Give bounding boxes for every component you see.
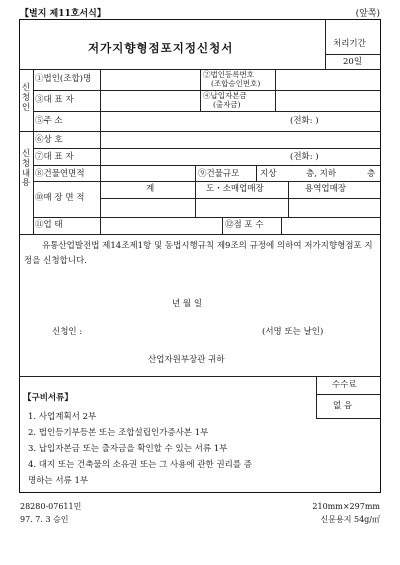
document-item: 2. 법인등기부등본 또는 조합설립인가증사본 1부	[28, 428, 209, 438]
floor-area-divider	[195, 165, 196, 181]
fee-box-divider	[316, 376, 317, 418]
page-side-label: (앞쪽)	[355, 9, 380, 19]
processing-divider	[325, 19, 326, 69]
applicant-section-bottom	[19, 131, 381, 132]
wholesale-retail-label: 도・소매업매장	[206, 184, 264, 194]
form-code: 28280-07611민	[20, 502, 82, 511]
floors-below-label: 층, 지하	[306, 169, 337, 179]
trade-name-label: ⑥상 호	[35, 135, 63, 145]
document-item: 1. 사업계획서 2부	[28, 412, 97, 422]
reg-no-sub-label: (조합승인번호)	[211, 79, 261, 88]
content-section-divider	[33, 131, 34, 234]
content-row2-line	[33, 165, 381, 166]
paper-type: 신문용지 54g/㎡	[320, 515, 380, 524]
building-scale-label: ⑨건물규모	[198, 169, 240, 179]
paper-size: 210mm×297mm	[312, 502, 380, 511]
applicant-section-divider	[33, 69, 34, 131]
content-section-label: 신 청 내 용	[21, 149, 31, 189]
document-item: 명하는 서류 1부	[28, 476, 89, 486]
content-label-divider	[100, 131, 101, 234]
floors-above-label: 지상	[260, 169, 277, 179]
floor-area-label: ⑧건물연면적	[35, 169, 85, 179]
capital-label: ④납입자본금	[203, 91, 247, 100]
documents-heading: 【구비서류】	[23, 393, 73, 403]
business-type-label: ⑪업 태	[35, 220, 63, 230]
capital-sub-label: (출자금)	[213, 100, 241, 109]
fee-label: 수수료	[332, 380, 357, 390]
sign-note: (서명 또는 날인)	[262, 327, 324, 337]
processing-period-value: 20일	[343, 57, 363, 67]
approval-date: 97. 7. 3 승인	[20, 515, 69, 524]
sales-area-total-label: 계	[146, 184, 155, 194]
sales-area-divider-1	[195, 181, 196, 198]
document-item: 3. 납입자본금 또는 출자금을 확인할 수 있는 서류 1부	[28, 444, 228, 454]
recipient: 산업자원부장관 귀하	[148, 355, 225, 365]
form-title: 저가지향형점포지정신청서	[88, 41, 234, 55]
content-row1-line	[33, 148, 381, 149]
address-label-divider	[100, 111, 101, 131]
statement-bottom-line	[19, 376, 381, 377]
document-item: 4. 대지 또는 건축물의 소유권 또는 그 사용에 관한 권리를 증	[28, 460, 252, 470]
content-phone-field: (전화: )	[290, 152, 319, 162]
application-date: 년 월 일	[172, 299, 203, 309]
sales-area-divider-3	[195, 198, 196, 217]
sales-area-divider-2	[288, 181, 289, 198]
sales-area-label: ⑩매 장 면 적	[35, 193, 85, 203]
fee-box-bottom	[316, 418, 381, 419]
application-statement: 유통산업발전법 제14조제1항 및 동법시행규칙 제9조의 규정에 의하여 저가지향형점포 지정을 신청합니다.	[24, 241, 373, 266]
floors-unit-label: 층	[367, 169, 376, 179]
fee-value: 없 음	[333, 401, 353, 411]
processing-row-line	[325, 54, 381, 55]
corp-name-label: ①법인(조합)명	[35, 74, 92, 84]
building-scale-divider	[256, 165, 257, 181]
applicant-row2-line	[33, 111, 381, 112]
applicant-phone-field: (전화: )	[290, 116, 319, 126]
content-representative-label: ⑦대 표 자	[35, 152, 74, 162]
applicant-sign-label: 신청인 :	[52, 327, 83, 337]
fee-box-line	[316, 394, 381, 395]
business-type-divider	[222, 217, 223, 234]
form-number: 【별지 제11호서식】	[20, 9, 106, 19]
processing-period-label: 처리기간	[333, 39, 366, 49]
service-area-label: 용역업매장	[305, 184, 347, 194]
content-section-bottom	[19, 234, 381, 235]
applicant-representative-label: ③대 표 자	[35, 95, 74, 105]
content-row4-line	[33, 217, 381, 218]
content-row3-line	[33, 181, 381, 182]
sales-area-header-line	[100, 198, 381, 199]
sales-area-divider-4	[288, 198, 289, 217]
store-count-divider	[281, 217, 282, 234]
store-count-label: ⑫점 포 수	[225, 220, 264, 230]
applicant-section-label: 신 청 인	[21, 83, 31, 113]
address-label: ⑤주 소	[35, 116, 63, 126]
reg-no-label: ②법인등록번호	[203, 70, 254, 79]
